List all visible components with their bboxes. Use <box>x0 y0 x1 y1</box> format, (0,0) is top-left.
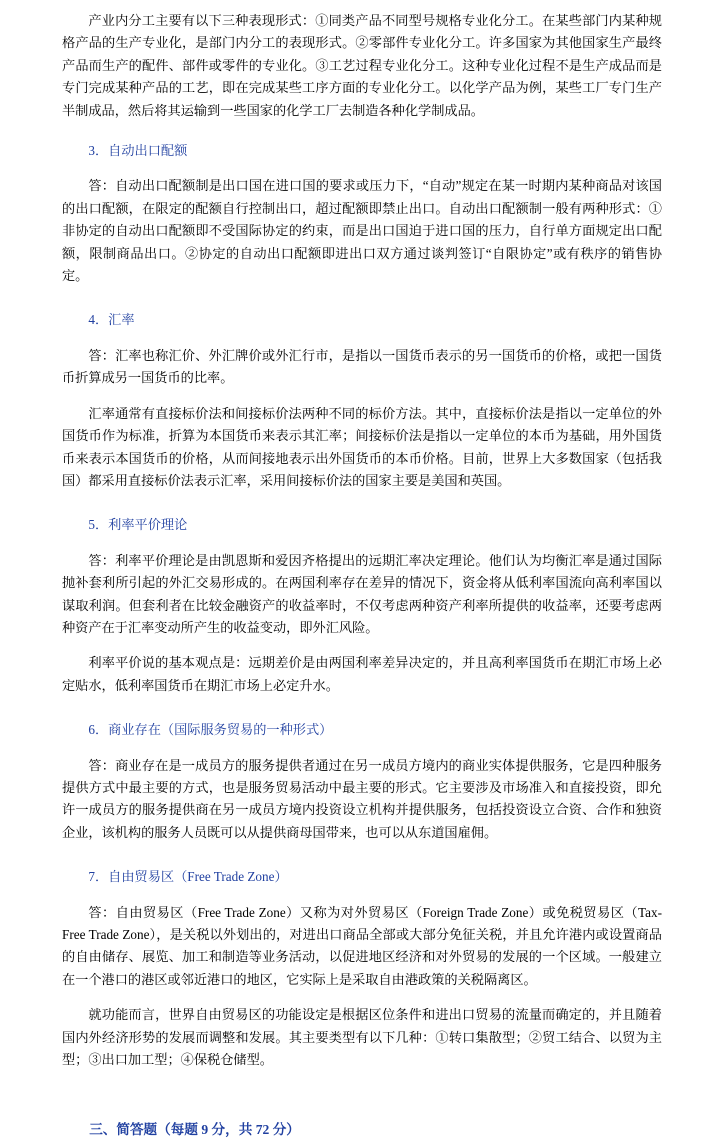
paragraph-interest-rate-parity-answer: 答：利率平价理论是由凯恩斯和爱因齐格提出的远期汇率决定理论。他们认为均衡汇率是通过国际抛补套利所引起的外汇交易形成的。在两国利率存在差异的情况下，资金将从低利率国流向高利率国以谋取利润。但套利者在比较金融资产的收益率时，不仅考虑两种资产利率所提供的收益率，还要考虑两种资产在于汇率变动所产生的收益变动，即外汇风险。 <box>62 552 662 635</box>
spacer <box>62 162 662 175</box>
spacer <box>62 1071 662 1101</box>
heading-6-commercial-presence: 6．商业存在（国际服务贸易的一种形式） <box>88 722 333 738</box>
paragraph-intra-industry-division: 产业内分工主要有以下三种表现形式：①同类产品不同型号规格专业化分工。在某些部门内某种规格产品的生产专业化，是部门内分工的表现形式。②零部件专业化分工。许多国家为其他国家生产最终产品而生产的配件、部件或零件的专业化。③工艺过程专业化分工。这种专业化过程不是生产成品而是专门完成某种产品的工艺，即在完成某些工序方面的专业化分工。以化学产品为例，某些工厂专门生产半制成品，然后将其运输到一些国家的化学工厂去制造各种化学制成品。 <box>62 13 662 118</box>
spacer <box>62 889 662 902</box>
paragraph-free-trade-zone-answer: 答：自由贸易区（Free Trade Zone）又称为对外贸易区（Foreign Trade Zone）或免税贸易区（Tax-Free Trade Zone），是关税以外划出的，对进出口商品全部或大部分免征关税，并且允许港内或设置商品的自由储存、展览、加工和制造等业务活动，以促进地区经济和对外贸易的发展的一个区域。一般建立在一个港口的港区或邻近港口的地区，它实际上是采取自由港政策的关税隔离区。 <box>62 904 662 987</box>
heading-5-interest-rate-parity: 5．利率平价理论 <box>88 517 188 533</box>
spacer <box>62 122 662 140</box>
spacer <box>62 844 662 866</box>
heading-4-exchange-rate: 4．汇率 <box>88 312 135 328</box>
spacer <box>62 639 662 652</box>
spacer <box>62 1101 662 1119</box>
spacer <box>62 537 662 550</box>
paragraph-free-trade-zone-functions: 就功能而言，世界自由贸易区的功能设定是根据区位条件和进出口贸易的流量而确定的，并且随着国内外经济形势的发展而调整和发展。其主要类型有以下几种：①转口集散型；②贸工结合、以贸为主型；③出口加工型；④保税仓储型。 <box>62 1007 662 1068</box>
spacer <box>62 742 662 755</box>
spacer <box>62 332 662 345</box>
heading-3-auto-export-quota: 3．自动出口配额 <box>88 143 188 159</box>
paragraph-quotation-methods: 汇率通常有直接标价法和间接标价法两种不同的标价方法。其中，直接标价法是指以一定单位的外国货币作为标准，折算为本国货币来表示其汇率；间接标价法是指以一定单位的本币为基础，用外国货币来表示本国货币的价格，从而间接地表示出外国货币的本币价格。目前，世界上大多数国家（包括我国）都采用直接标价法表示汇率，采用间接标价法的国家主要是美国和英国。 <box>62 405 662 488</box>
paragraph-interest-rate-parity-viewpoint: 利率平价说的基本观点是：远期差价是由两国利率差异决定的，并且高利率国货币在期汇市场上必定贴水，低利率国货币在期汇市场上必定升水。 <box>62 655 662 693</box>
heading-7-free-trade-zone: 7．自由贸易区（Free Trade Zone） <box>88 869 288 885</box>
spacer <box>62 991 662 1004</box>
spacer <box>62 492 662 514</box>
paragraph-auto-export-quota-answer: 答：自动出口配额制是出口国在进口国的要求或压力下，“自动”规定在某一时期内某种商品对该国的出口配额，在限定的配额自行控制出口，超过配额即禁止出口。自动出口配额制一般有两种形式：①非协定的自动出口配额即不受国际协定的约束，而是出口国迫于进口国的压力，自行单方面规定出口配额，限制商品出口。②协定的自动出口配额即进出口双方通过谈判签订“自限协定”或有秩序的销售协定。 <box>62 178 662 284</box>
paragraph-exchange-rate-answer: 答：汇率也称汇价、外汇牌价或外汇行市，是指以一国货币表示的另一国货币的价格，或把一国货币折算成另一国货币的比率。 <box>62 347 662 386</box>
spacer <box>62 697 662 719</box>
section-title-short-answer: 三、简答题（每题 9 分，共 72 分） <box>89 1122 300 1138</box>
spacer <box>62 287 662 309</box>
spacer <box>62 390 662 403</box>
paragraph-commercial-presence-answer: 答：商业存在是一成员方的服务提供者通过在另一成员方境内的商业实体提供服务，它是四种服务提供方式中最主要的方式，也是服务贸易活动中最主要的形式。它主要涉及市场准入和直接投资，即允许一成员方的服务提供商在另一成员方境内投资设立机构并提供服务，包括投资设立合资、合作和独资企业，该机构的服务人员既可以从提供商母国带来，也可以从东道国雇佣。 <box>62 757 662 840</box>
